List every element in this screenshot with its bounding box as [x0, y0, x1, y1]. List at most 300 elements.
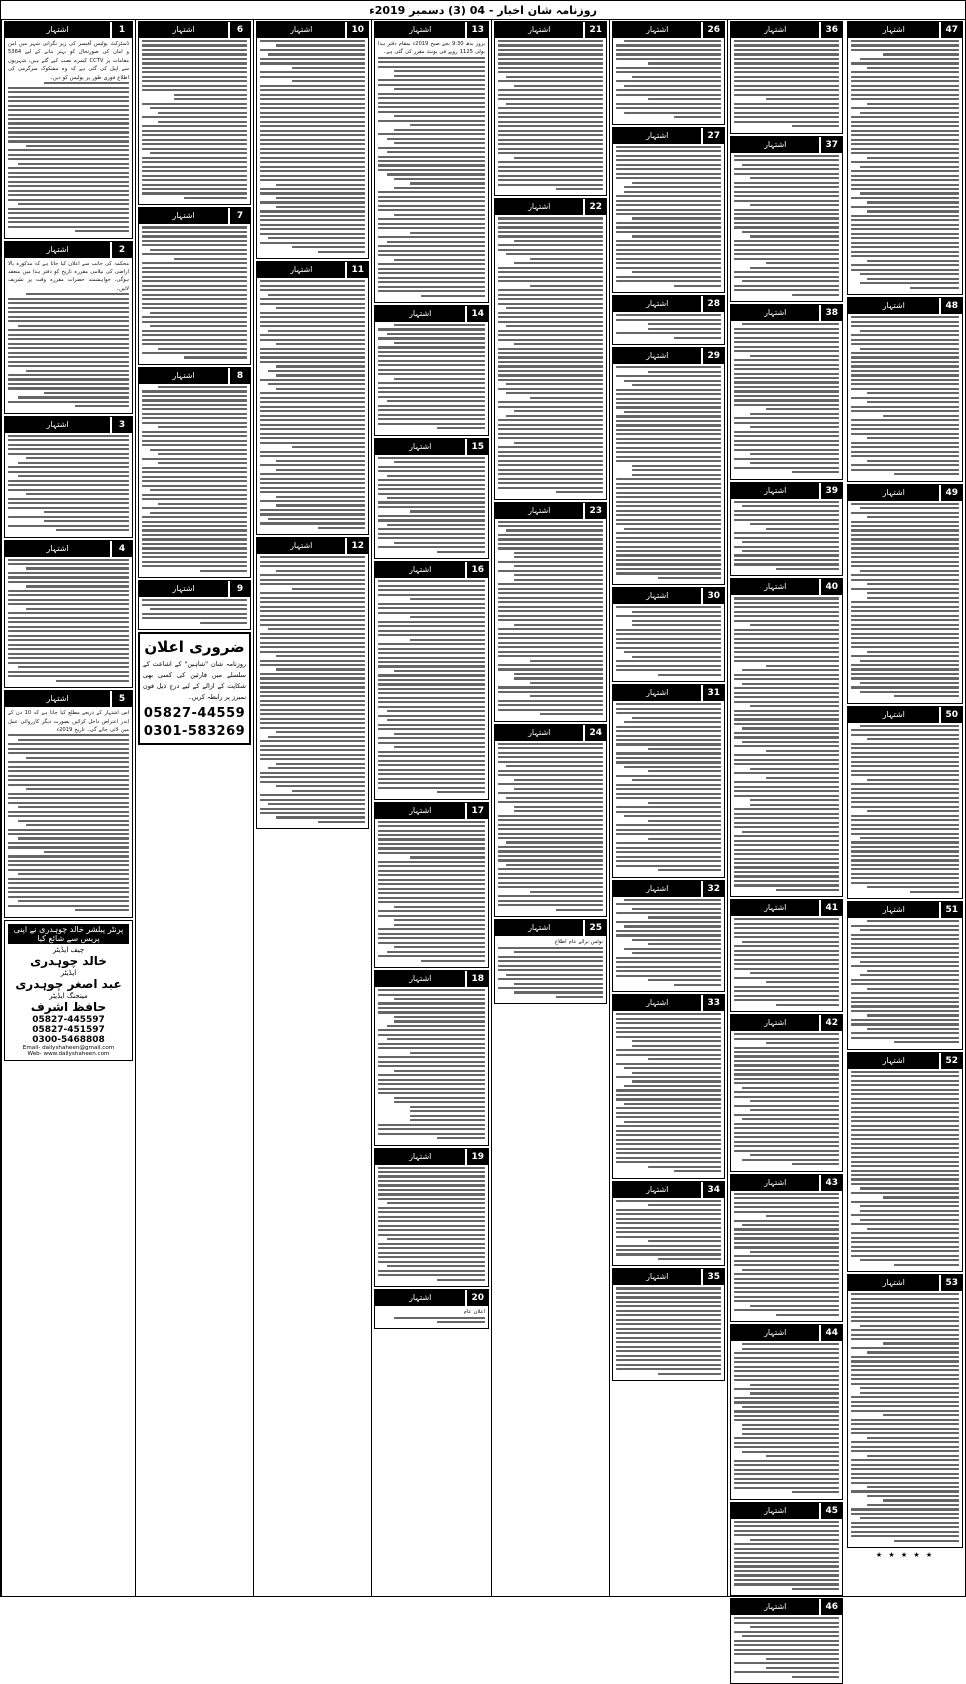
ad-number: 25 [585, 920, 606, 936]
ad-label: اشتہار [5, 22, 110, 38]
ad-header [731, 1325, 842, 1341]
ad-header [731, 1503, 842, 1519]
ad-number: 34 [703, 1182, 724, 1198]
ad-label: اشتہار [495, 920, 583, 936]
ad-header [731, 22, 842, 38]
ad-box[interactable] [730, 899, 843, 1012]
ad-body-lines [734, 1343, 839, 1493]
ad-box[interactable] [374, 21, 489, 303]
ad-number: 50 [941, 707, 962, 723]
ad-number: 11 [347, 262, 368, 278]
ad-body-lines [8, 82, 129, 232]
column-4 [371, 20, 491, 1596]
ad-header [613, 1182, 724, 1198]
ad-header [848, 298, 962, 314]
ad-label: اشتہار [375, 22, 465, 38]
ad-body-lines [616, 366, 721, 579]
ad-label: اشتہار [848, 1053, 939, 1069]
publisher-email[interactable]: Email- dailyshaheen@gmail.com [22, 1044, 115, 1051]
ad-number: 48 [941, 298, 962, 314]
ad-body-lines [498, 40, 603, 190]
ad-label: اشتہار [495, 725, 583, 741]
ad-body-lines [378, 1317, 485, 1324]
ad-label: اشتہار [731, 1175, 819, 1191]
ad-box[interactable] [730, 482, 843, 577]
ad-label: اشتہار [375, 1149, 465, 1165]
ad-number: 37 [821, 137, 842, 153]
ad-box[interactable] [612, 994, 725, 1178]
ad-label: اشتہار [495, 503, 583, 519]
ad-header [375, 306, 488, 322]
ad-box[interactable] [138, 207, 251, 365]
ad-text: اعلان عام [463, 1309, 485, 1316]
ad-label: اشتہار [375, 971, 465, 987]
ad-header [731, 1599, 842, 1615]
ad-box[interactable] [730, 1598, 843, 1684]
ad-body-lines [616, 703, 721, 871]
ad-number: 3 [112, 417, 132, 433]
ad-body-lines [851, 920, 959, 1043]
publisher-phone[interactable]: 05827-445597 [32, 1014, 105, 1025]
ad-body-lines [734, 918, 839, 1005]
ad-header [848, 1053, 962, 1069]
ad-header [848, 902, 962, 918]
ad-header [375, 22, 488, 38]
ad-label: اشتہار [613, 1269, 701, 1285]
ad-box[interactable] [612, 295, 725, 345]
ad-label: اشتہار [848, 707, 939, 723]
ad-body-lines [260, 280, 365, 529]
ad-box[interactable] [612, 347, 725, 585]
ad-label: اشتہار [495, 199, 583, 215]
ad-body-lines [142, 226, 247, 358]
ad-box[interactable] [374, 970, 489, 1145]
ad-box[interactable] [612, 1181, 725, 1267]
ad-number: 46 [821, 1599, 842, 1615]
column-1 [1, 20, 135, 1596]
ad-body-lines [498, 743, 603, 911]
publisher-block [4, 920, 133, 1061]
ad-number: 16 [467, 562, 488, 578]
ad-label: اشتہار [495, 22, 583, 38]
ad-header [731, 305, 842, 321]
ad-body-lines [498, 947, 603, 998]
ad-box[interactable] [494, 198, 607, 499]
ad-number: 49 [941, 485, 962, 501]
masthead [1, 1, 965, 20]
ad-number: 19 [467, 1149, 488, 1165]
ad-label: اشتہار [257, 538, 345, 554]
ad-body-lines [734, 1521, 839, 1590]
ad-header [5, 417, 132, 433]
notice-phone[interactable]: 05827-44559 [143, 705, 246, 721]
ad-header [848, 22, 962, 38]
ad-number: 18 [467, 971, 488, 987]
ad-box[interactable] [612, 21, 725, 125]
ad-box[interactable] [4, 21, 133, 239]
ad-label: اشتہار [731, 1015, 819, 1031]
ad-body-lines [378, 1167, 485, 1281]
ad-body-lines [616, 314, 721, 339]
ad-label: اشتہار [613, 128, 701, 144]
ad-label: اشتہار [375, 803, 465, 819]
ad-box[interactable] [730, 1324, 843, 1499]
ad-header [613, 22, 724, 38]
ad-header [375, 439, 488, 455]
ad-header [5, 541, 132, 557]
ad-box[interactable] [730, 578, 843, 897]
notice-body: روزنامہ شان "شاہین" کے اشاعت کے سلسلے میں قارئین کی کسی بھی شکایت کے ازالے کے لیے درج ذیل فون نمبرز پر رابطہ کریں۔ [143, 660, 246, 701]
ad-box[interactable] [256, 537, 369, 829]
ad-label: اشتہار [731, 305, 819, 321]
ad-number: 38 [821, 305, 842, 321]
ad-number: 32 [703, 881, 724, 897]
ad-number: 36 [821, 22, 842, 38]
ad-number: 17 [467, 803, 488, 819]
ad-box[interactable] [494, 21, 607, 196]
ad-label: اشتہار [613, 348, 701, 364]
publisher-role: چیف ایڈیٹر [52, 945, 85, 954]
ad-box[interactable] [847, 1052, 963, 1272]
ad-number: 28 [703, 296, 724, 312]
ad-header [257, 262, 368, 278]
ad-body-lines [851, 1293, 959, 1542]
ad-header [495, 22, 606, 38]
notice-phone[interactable]: 0301-583269 [143, 723, 246, 739]
ad-header [495, 725, 606, 741]
ad-label: اشتہار [257, 262, 345, 278]
ad-header [731, 900, 842, 916]
ad-header [375, 971, 488, 987]
ad-box[interactable] [730, 136, 843, 303]
ad-box[interactable] [730, 1174, 843, 1323]
ad-number: 30 [703, 588, 724, 604]
ad-body-lines [734, 1033, 839, 1165]
ad-box[interactable] [612, 127, 725, 294]
ad-header [139, 581, 250, 597]
ad-number: 5 [112, 691, 132, 707]
ad-label: اشتہار [5, 541, 110, 557]
ad-label: اشتہار [613, 685, 701, 701]
ad-body-lines [616, 606, 721, 675]
ad-number: 39 [821, 483, 842, 499]
ad-number: 26 [703, 22, 724, 38]
ad-number: 40 [821, 579, 842, 595]
ad-header [139, 368, 250, 384]
ad-box[interactable] [494, 502, 607, 722]
ad-number: 41 [821, 900, 842, 916]
ad-body-lines [734, 597, 839, 891]
ad-label: اشتہار [848, 485, 939, 501]
ad-number: 15 [467, 439, 488, 455]
ad-text: بروز بدھ 9:30 بجے صبح 2019ء بمقام دفتر ہذا بولی 1125 روپے فی یونٹ مقرر کی گئی ہے۔ [378, 41, 485, 56]
ad-body-lines [616, 1200, 721, 1260]
ad-number: 9 [230, 581, 250, 597]
ad-header [731, 579, 842, 595]
ad-box[interactable] [494, 724, 607, 917]
ad-text: محکمہ کی جانب سے اعلان کیا جاتا ہے کہ مذکورہ بالا اراضی کی نیلامی مقررہ تاریخ کو دفتر ہذا میں منعقد ہوگی، خواہشمند حضرات مقررہ وقت پر تشریف لائیں۔ [8, 260, 129, 292]
ad-body-lines [8, 559, 129, 682]
ad-header [495, 920, 606, 936]
publisher-name: حافظ اشرف [30, 999, 107, 1014]
ad-label: اشتہار [139, 22, 228, 38]
ad-text: اس اشتہار کے ذریعے مطلع کیا جاتا ہے کہ 10 دن کے اندر اعتراض داخل کرائیں بصورت دیگر کارروائی عمل میں لائی جائے گی۔ تاریخ 2019ء [8, 710, 129, 733]
ad-box[interactable] [374, 802, 489, 969]
ad-number: 43 [821, 1175, 842, 1191]
ad-header [375, 1149, 488, 1165]
ad-label: اشتہار [375, 562, 465, 578]
ad-body-lines [378, 580, 485, 793]
ad-body-lines [8, 435, 129, 531]
ad-body-lines [851, 503, 959, 698]
ad-label: اشتہار [731, 1599, 819, 1615]
ad-body-lines [616, 1287, 721, 1374]
ad-box[interactable] [374, 1148, 489, 1288]
ad-box[interactable] [256, 261, 369, 535]
ad-box[interactable] [847, 901, 963, 1050]
masthead-title: روزنامہ شان اخبار - 04 (3) دسمبر 2019ء [369, 3, 597, 17]
ad-label: اشتہار [139, 208, 228, 224]
ad-number: 12 [347, 538, 368, 554]
publisher-address: پرنٹر پبلشر خالد چوہدری نے اپنی پریس سے شائع کیا [8, 924, 129, 944]
important-notice [138, 632, 251, 745]
ad-header [375, 562, 488, 578]
column-6 [609, 20, 727, 1596]
ad-label: اشتہار [375, 439, 465, 455]
ad-header [5, 691, 132, 707]
ad-box[interactable] [4, 690, 133, 918]
ad-number: 29 [703, 348, 724, 364]
ad-number: 2 [112, 242, 132, 258]
ad-label: اشتہار [731, 1325, 819, 1341]
ad-header [613, 348, 724, 364]
ad-header [257, 538, 368, 554]
ad-number: 21 [585, 22, 606, 38]
ad-text: ڈسٹرکٹ پولیس آفیسر کی زیر نگرانی شہر میں امن و امان کی صورتحال کو بہتر بنانے کے لیے 5364 مقامات پر CCTV کیمرے نصب کیے گئے ہیں، شہریوں سے اپیل کی گئی ہے کہ وہ مشکوک سرگرمی کی اطلاع فوری طور پر پولیس کو دیں۔ [8, 41, 129, 81]
ad-box[interactable] [4, 241, 133, 414]
publisher-name: عبد اصغر چوہدری [15, 976, 122, 991]
publisher-role: مینجنگ ایڈیٹر [49, 991, 88, 1000]
ad-label: اشتہار [731, 483, 819, 499]
ad-box[interactable] [138, 580, 251, 630]
ad-box[interactable] [847, 21, 963, 295]
column-5 [491, 20, 609, 1596]
notice-heading: ضروری اعلان [144, 638, 245, 657]
publisher-role: ایڈیٹر [60, 968, 77, 977]
ad-box[interactable] [374, 438, 489, 560]
column-2 [135, 20, 253, 1596]
ad-body-lines [378, 821, 485, 962]
ad-label: اشتہار [613, 1182, 701, 1198]
ad-number: 24 [585, 725, 606, 741]
ad-header [5, 22, 132, 38]
ad-header [613, 685, 724, 701]
ad-header [375, 1290, 488, 1306]
ad-label: اشتہار [613, 995, 701, 1011]
ad-label: اشتہار [848, 298, 939, 314]
ad-body-lines [378, 457, 485, 553]
ad-box[interactable] [612, 587, 725, 682]
ad-body-lines [734, 155, 839, 296]
ad-header [139, 208, 250, 224]
column-8 [845, 20, 965, 1596]
ad-label: اشتہار [613, 296, 701, 312]
ad-box[interactable] [256, 21, 369, 259]
ad-label: اشتہار [139, 581, 228, 597]
ad-body-lines [8, 734, 129, 911]
ad-box[interactable] [847, 297, 963, 481]
ad-number: 45 [821, 1503, 842, 1519]
ad-box[interactable] [4, 416, 133, 538]
ad-number: 13 [467, 22, 488, 38]
ad-header [613, 128, 724, 144]
ad-header [613, 1269, 724, 1285]
ad-number: 8 [230, 368, 250, 384]
ad-number: 31 [703, 685, 724, 701]
ad-number: 6 [230, 22, 250, 38]
ad-body-lines [616, 146, 721, 287]
ad-number: 44 [821, 1325, 842, 1341]
ad-body-lines [851, 40, 959, 289]
ad-body-lines [616, 1013, 721, 1172]
ad-header [613, 296, 724, 312]
ad-number: 53 [941, 1275, 962, 1291]
ad-body-lines [142, 40, 247, 199]
publisher-website[interactable]: Web- www.dailyshaheen.com [27, 1050, 110, 1057]
ad-body-lines [8, 293, 129, 407]
ad-label: اشتہار [257, 22, 345, 38]
ad-box[interactable] [374, 305, 489, 436]
ad-label: اشتہار [731, 900, 819, 916]
ad-label: اشتہار [375, 306, 465, 322]
ad-box[interactable] [730, 21, 843, 134]
ad-header [731, 137, 842, 153]
ad-label: اشتہار [5, 417, 110, 433]
ad-label: اشتہار [613, 22, 701, 38]
ad-body-lines [616, 40, 721, 118]
ad-header [375, 803, 488, 819]
ad-label: اشتہار [613, 881, 701, 897]
ad-box[interactable] [730, 1502, 843, 1597]
ad-body-lines [734, 323, 839, 473]
ad-text: نوٹس برائے عام اطلاع [554, 939, 603, 946]
ad-header [495, 199, 606, 215]
ad-box[interactable] [494, 919, 607, 1004]
ad-box[interactable] [847, 706, 963, 899]
ad-body-lines [734, 1193, 839, 1316]
ad-number: 35 [703, 1269, 724, 1285]
ad-number: 7 [230, 208, 250, 224]
column-3 [253, 20, 371, 1596]
ad-number: 42 [821, 1015, 842, 1031]
ad-body-lines [498, 521, 603, 716]
ad-header [613, 588, 724, 604]
ad-body-lines [734, 40, 839, 127]
ad-body-lines [616, 899, 721, 986]
ad-body-lines [378, 57, 485, 297]
ad-label: اشتہار [848, 1275, 939, 1291]
ad-number: 52 [941, 1053, 962, 1069]
ad-header [731, 1175, 842, 1191]
ad-box[interactable] [730, 1014, 843, 1172]
ad-label: اشتہار [848, 22, 939, 38]
columns-container [1, 20, 965, 1613]
ad-box[interactable] [612, 880, 725, 993]
ad-header [731, 483, 842, 499]
ad-number: 33 [703, 995, 724, 1011]
ad-body-lines [851, 1071, 959, 1266]
ad-label: اشتہار [5, 242, 110, 258]
ad-number: 27 [703, 128, 724, 144]
ad-label: اشتہار [848, 902, 939, 918]
ad-body-lines [851, 725, 959, 893]
ad-header [848, 1275, 962, 1291]
ad-label: اشتہار [731, 579, 819, 595]
ad-number: 51 [941, 902, 962, 918]
ad-label: اشتہار [613, 588, 701, 604]
ad-label: اشتہار [375, 1290, 465, 1306]
ad-body-lines [142, 599, 247, 624]
ad-number: 1 [112, 22, 132, 38]
ad-box[interactable] [847, 1274, 963, 1548]
ad-body-lines [734, 501, 839, 570]
ad-number: 10 [347, 22, 368, 38]
publisher-name: خالد چوہدری [30, 953, 107, 968]
ad-header [495, 503, 606, 519]
ad-body-lines [142, 386, 247, 572]
publisher-phone[interactable]: 05827-451597 [32, 1024, 105, 1035]
ad-body-lines [378, 989, 485, 1139]
ad-header [257, 22, 368, 38]
ad-label: اشتہار [139, 368, 228, 384]
ad-box[interactable] [4, 540, 133, 689]
publisher-phone[interactable]: 0300-5468808 [32, 1034, 105, 1045]
ad-header [613, 995, 724, 1011]
ad-box[interactable] [374, 1289, 489, 1329]
ad-number: 14 [467, 306, 488, 322]
ad-number: 4 [112, 541, 132, 557]
ad-header [848, 707, 962, 723]
ad-number: 20 [467, 1290, 488, 1306]
ad-label: اشتہار [731, 1503, 819, 1519]
ad-number: 23 [585, 503, 606, 519]
ad-header [613, 881, 724, 897]
ad-body-lines [498, 217, 603, 493]
ad-header [731, 1015, 842, 1031]
ad-body-lines [851, 316, 959, 475]
ad-body-lines [378, 324, 485, 429]
ad-header [5, 242, 132, 258]
ad-header [848, 485, 962, 501]
ad-box[interactable] [138, 21, 251, 205]
ad-box[interactable] [374, 561, 489, 799]
ad-header [139, 22, 250, 38]
footer-ornament: ★ ★ ★ ★ ★ [875, 1551, 935, 1560]
column-7 [727, 20, 845, 1613]
ad-number: 22 [585, 199, 606, 215]
ad-body-lines [734, 1617, 839, 1677]
ad-box[interactable] [730, 304, 843, 479]
ad-label: اشتہار [731, 22, 819, 38]
ad-label: اشتہار [5, 691, 110, 707]
ad-body-lines [260, 556, 365, 823]
ad-box[interactable] [847, 484, 963, 704]
ad-body-lines [260, 40, 365, 253]
ad-box[interactable] [612, 1268, 725, 1381]
ad-box[interactable] [138, 367, 251, 578]
ad-box[interactable] [612, 684, 725, 877]
ad-number: 47 [941, 22, 962, 38]
